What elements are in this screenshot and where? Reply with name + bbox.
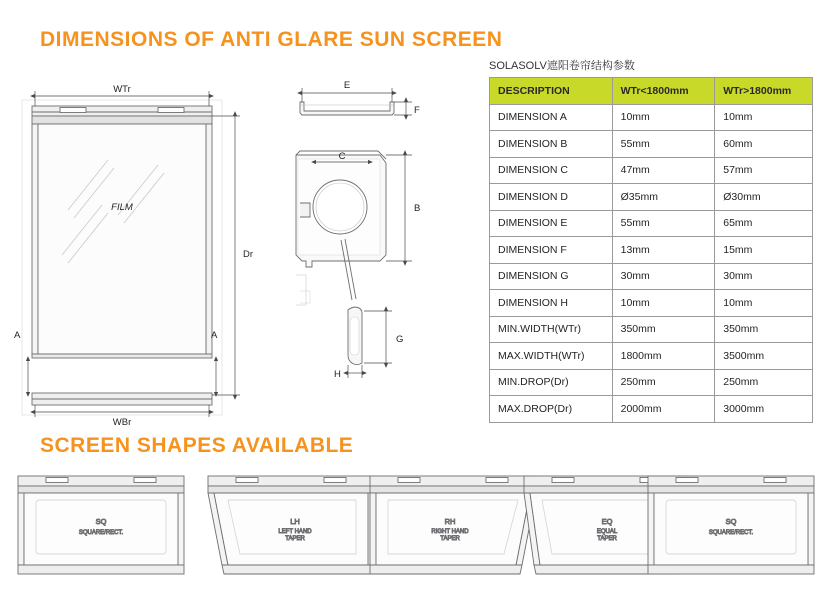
table-cell-description: MIN.DROP(Dr) [490,369,613,396]
table-row [490,263,813,290]
shape-item-sq-1 [18,476,184,574]
table-cell-large: 10mm [715,104,813,131]
dimension-label-wtr: WTr [113,84,131,95]
table-row [490,237,813,264]
table-cell-description: DIMENSION G [490,263,613,290]
screen-shapes-row [0,458,830,588]
page-title-dimensions: DIMENSIONS OF ANTI GLARE SUN SCREEN [40,28,503,51]
dimension-label-a-left: A [14,330,21,341]
dimension-label-f: F [414,105,420,116]
table-cell-description: MIN.WIDTH(WTr) [490,316,613,343]
front-elevation-drawing [22,100,222,415]
shape-desc-line1: RIGHT HAND [431,529,469,535]
table-cell-large: 250mm [715,369,813,396]
table-cell-large: 3000mm [715,396,813,423]
shape-desc-line2: TAPER [440,536,460,542]
dimension-label-b: B [414,203,421,214]
table-row [490,369,813,396]
specifications-table [489,77,813,423]
dimension-label-a-right: A [211,330,218,341]
dimension-label-h: H [334,369,341,380]
table-cell-large: 10mm [715,290,813,317]
table-row [490,343,813,370]
table-cell-large: 65mm [715,210,813,237]
table-cell-large: 3500mm [715,343,813,370]
dimension-label-c: C [338,151,346,162]
table-cell-small: 10mm [612,290,715,317]
table-cell-description: DIMENSION F [490,237,613,264]
table-row [490,290,813,317]
shape-desc: SQUARE/RECT. [78,530,124,536]
table-row [490,131,813,158]
shape-desc-line2: TAPER [285,536,305,542]
table-cell-description: DIMENSION D [490,184,613,211]
table-header-cell: WTr<1800mm [612,78,715,105]
shape-code: RH [444,517,456,526]
film-label: FILM [111,202,133,213]
table-header-row [490,78,813,105]
table-cell-description: MAX.WIDTH(WTr) [490,343,613,370]
table-cell-small: 1800mm [612,343,715,370]
table-row [490,316,813,343]
table-cell-large: 60mm [715,131,813,158]
shape-desc: SQUARE/RECT. [708,530,754,536]
table-row [490,184,813,211]
table-cell-large: 15mm [715,237,813,264]
shape-item-rh [370,476,536,574]
table-cell-small: 55mm [612,131,715,158]
table-cell-small: Ø35mm [612,184,715,211]
shape-desc-line2: TAPER [597,536,617,542]
table-cell-description: DIMENSION B [490,131,613,158]
shape-desc-line1: EQUAL [596,529,618,535]
specifications-table-container [489,57,813,423]
table-cell-large: 57mm [715,157,813,184]
dimension-label-dr: Dr [243,249,254,260]
table-row [490,210,813,237]
dimension-label-g: G [396,334,404,345]
dimension-label-e: E [343,80,351,91]
shape-code: EQ [601,517,613,526]
table-cell-small: 350mm [612,316,715,343]
shape-code: SQ [95,517,107,526]
shape-item-lh [208,476,374,574]
shape-desc-line1: LEFT HAND [278,529,312,535]
table-cell-description: DIMENSION C [490,157,613,184]
shape-item-sq-2 [648,476,814,574]
page-title-shapes: SCREEN SHAPES AVAILABLE [40,434,354,457]
table-cell-small: 250mm [612,369,715,396]
table-caption: SOLASOLV遮阳卷帘结构参数 [489,60,635,72]
shape-code: LH [290,517,300,526]
table-cell-large: 30mm [715,263,813,290]
table-header-cell: DESCRIPTION [490,78,613,105]
table-cell-small: 2000mm [612,396,715,423]
shapes-svg [0,458,830,588]
dimension-label-wbr: WBr [112,417,132,428]
table-cell-description: DIMENSION H [490,290,613,317]
table-cell-small: 13mm [612,237,715,264]
table-row [490,396,813,423]
table-cell-large: 350mm [715,316,813,343]
table-cell-small: 30mm [612,263,715,290]
table-cell-small: 47mm [612,157,715,184]
section-profile-drawing [296,102,394,365]
table-cell-description: DIMENSION A [490,104,613,131]
table-row [490,157,813,184]
table-header-cell: WTr>1800mm [715,78,813,105]
table-cell-small: 10mm [612,104,715,131]
table-cell-small: 55mm [612,210,715,237]
technical-drawing-area [0,55,480,428]
table-cell-large: Ø30mm [715,184,813,211]
table-row [490,104,813,131]
drawings-svg [0,55,480,428]
shape-code: SQ [725,517,737,526]
table-cell-description: DIMENSION E [490,210,613,237]
table-cell-description: MAX.DROP(Dr) [490,396,613,423]
